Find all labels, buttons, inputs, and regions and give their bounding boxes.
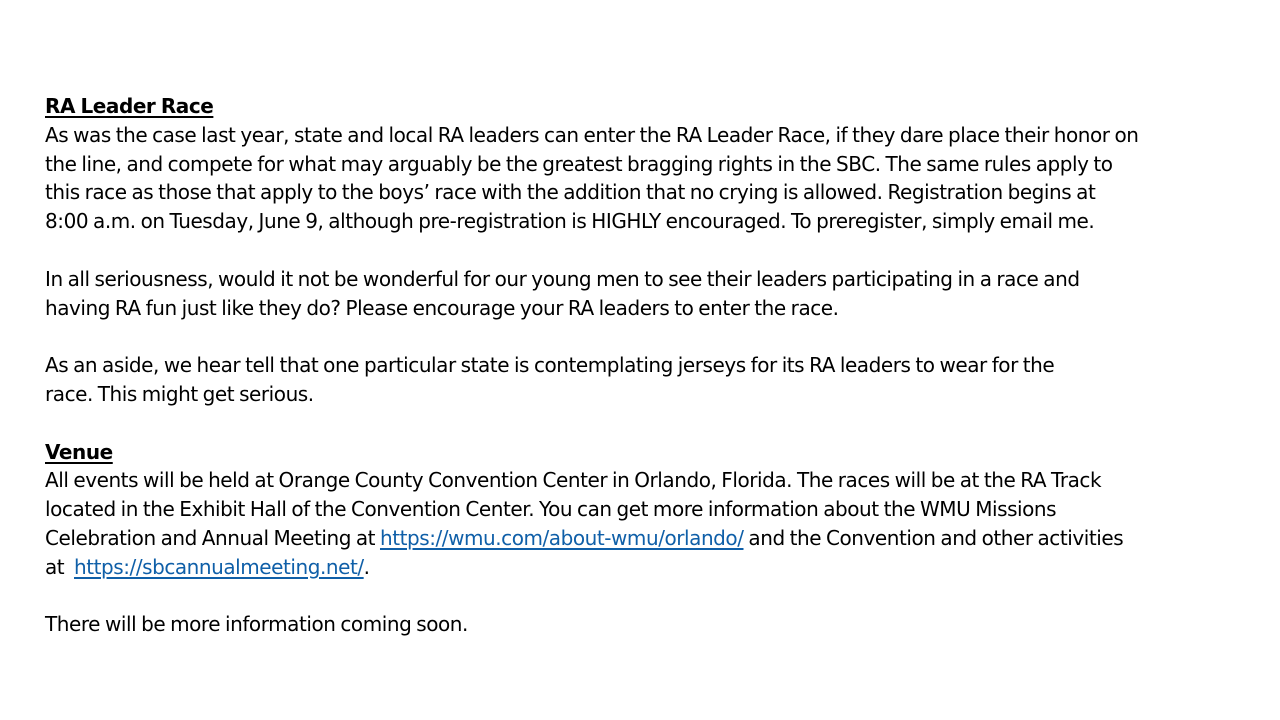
closing-text: There will be more information coming soon. — [45, 612, 468, 637]
text-fragment: Celebration and Annual Meeting at — [45, 525, 380, 550]
text-line: this race as those that apply to the boys’ race with the addition that no crying is allowed. Registration begins at — [45, 180, 1096, 205]
text-line: In all seriousness, would it not be wonderful for our young men to see their leaders participating in a race and — [45, 266, 1080, 291]
sbc-annual-meeting-link[interactable]: https://sbcannualmeeting.net/ — [74, 554, 364, 579]
text-line: having RA fun just like they do? Please encourage your RA leaders to enter the race. — [45, 295, 839, 320]
text-line: race. This might get serious. — [45, 381, 314, 406]
text-line: located in the Exhibit Hall of the Convention Center. You can get more information about the WMU Missions — [45, 497, 1057, 522]
text-line-with-link — [45, 524, 1245, 553]
text-line: As an aside, we hear tell that one particular state is contemplating jerseys for its RA leaders to wear for the — [45, 353, 1055, 378]
paragraph-gap — [45, 236, 1245, 265]
text-line-with-link — [45, 553, 1245, 582]
text-fragment: . — [363, 554, 370, 579]
paragraph-gap — [45, 409, 1245, 438]
wmu-orlando-link[interactable]: https://wmu.com/about-wmu/orlando/ — [379, 525, 744, 550]
paragraph-gap — [45, 582, 1245, 611]
text-line: All events will be held at Orange County Convention Center in Orlando, Florida. The races will be at the RA Track — [45, 468, 1102, 493]
section-heading-ra-leader-race: RA Leader Race — [45, 94, 214, 118]
text-line: the line, and compete for what may arguably be the greatest bragging rights in the SBC. The same rules apply to — [45, 151, 1113, 176]
section-heading-venue: Venue — [45, 439, 113, 464]
text-fragment: and the Convention and other activities — [743, 525, 1124, 550]
text-line: 8:00 a.m. on Tuesday, June 9, although pre-registration is HIGHLY encouraged. To preregister, simply email me. — [45, 209, 1095, 234]
text-line: As was the case last year, state and local RA leaders can enter the RA Leader Race, if they dare place their honor on — [45, 122, 1139, 147]
paragraph-gap — [45, 322, 1245, 351]
text-fragment: at — [45, 554, 75, 579]
slide-body — [45, 92, 1245, 639]
